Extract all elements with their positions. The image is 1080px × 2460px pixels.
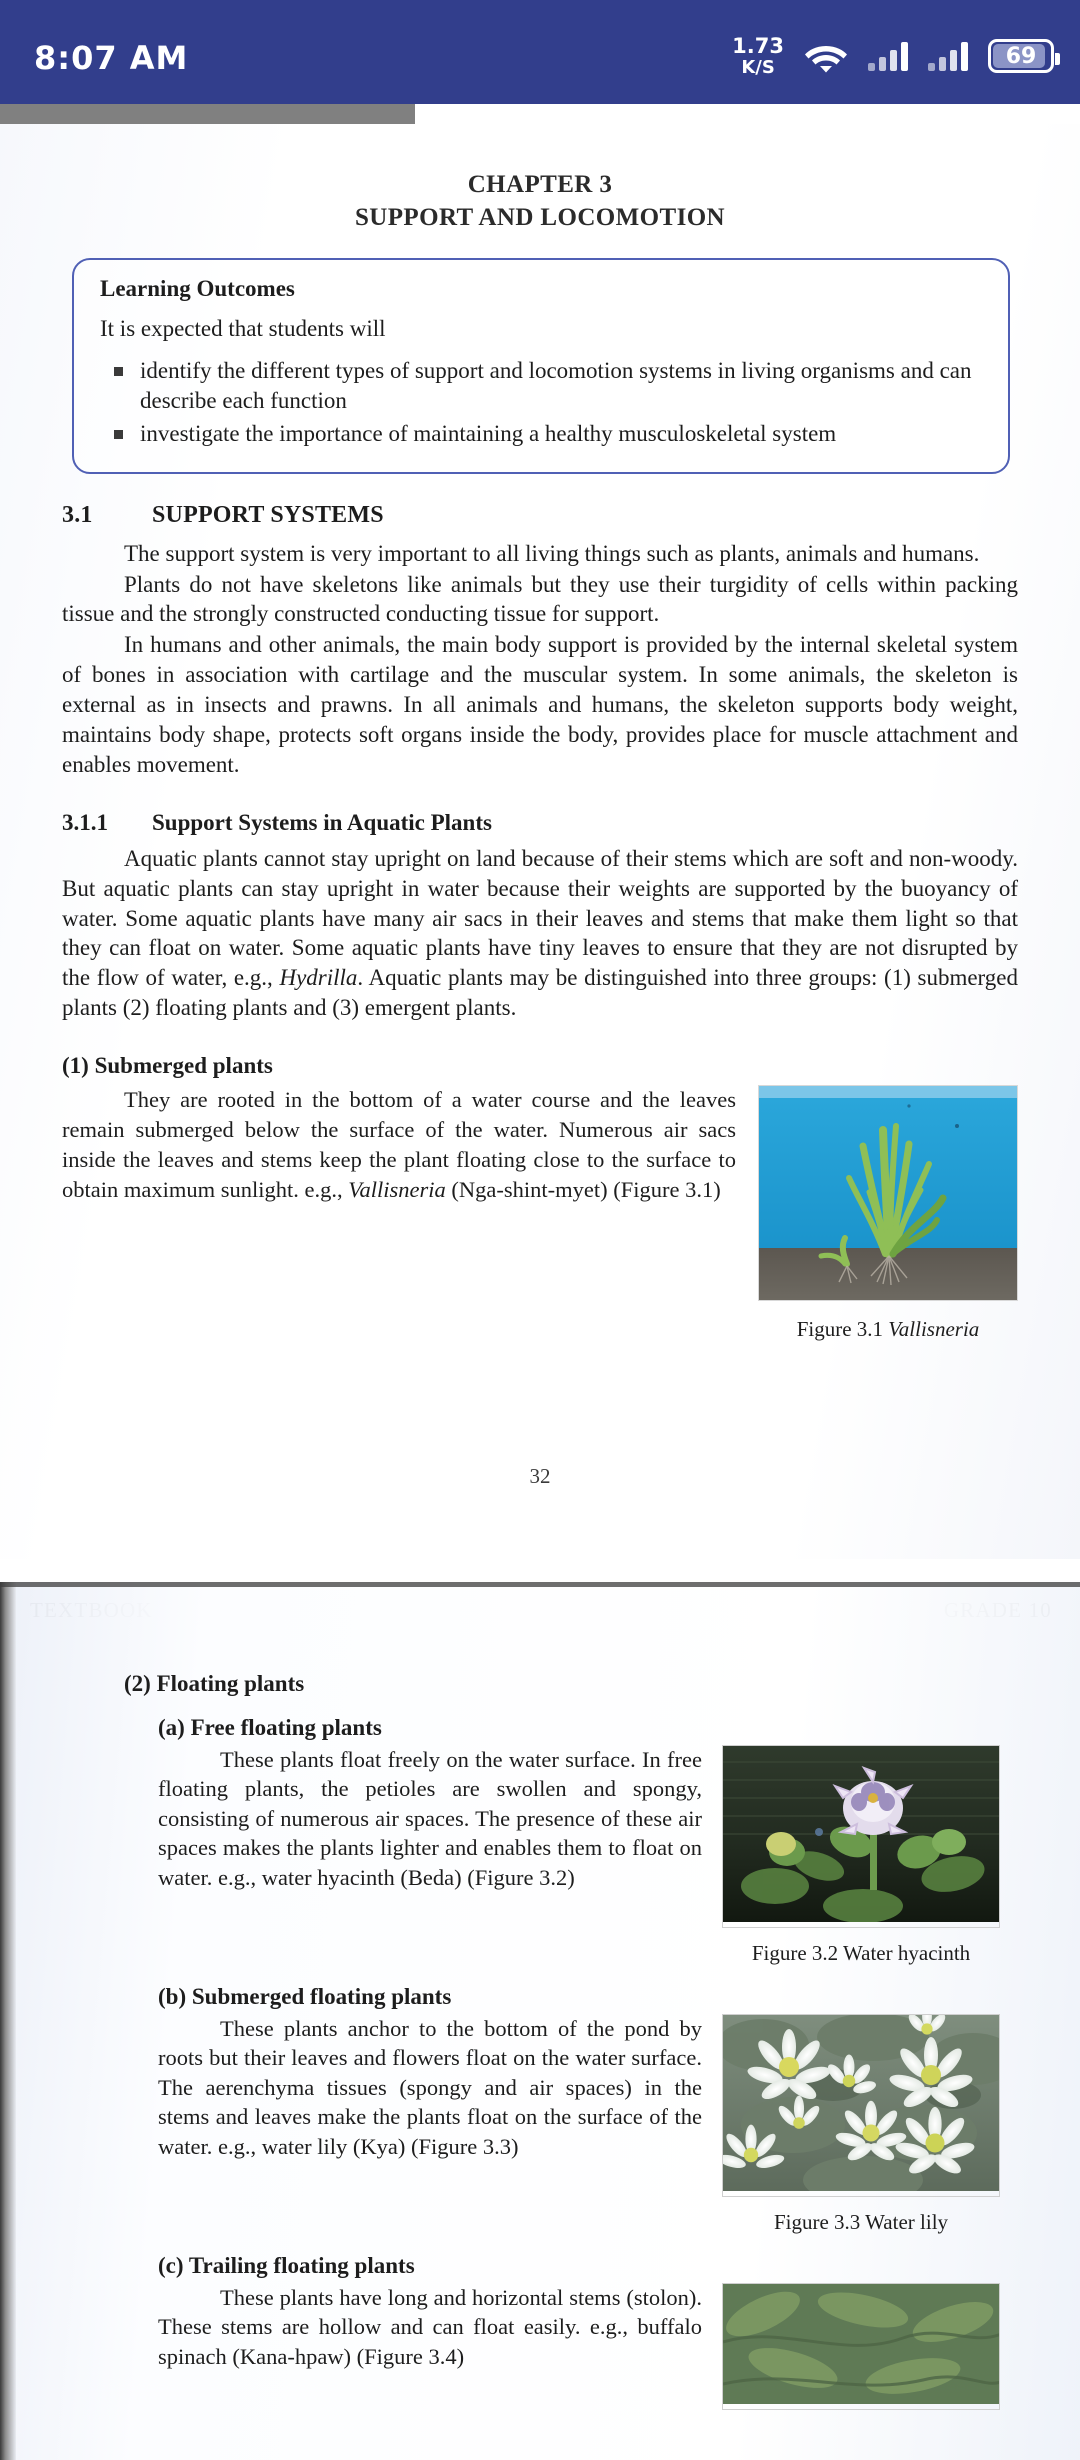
- paragraph-part: (Nga-shint-myet) (Figure 3.1): [445, 1176, 721, 1202]
- trailing-floating-plants-block: [96, 2283, 1000, 2410]
- learning-outcomes-lead: It is expected that students will: [100, 316, 386, 341]
- section-number: 3.1: [62, 501, 93, 528]
- section-heading-3-1-1: [62, 810, 1018, 836]
- scroll-progress-thumb[interactable]: [0, 104, 415, 124]
- submerged-plants-text: [62, 1085, 736, 1206]
- subgroup-heading-trailing-floating-plants: (c) Trailing floating plants: [158, 2253, 415, 2278]
- figure-3-4-image: [722, 2283, 1000, 2410]
- free-floating-plants-text: [96, 1745, 702, 1892]
- figure-3-2-image: [722, 1745, 1000, 1928]
- figure-3-2: [722, 1745, 1000, 1966]
- paragraph-part: Aquatic plants cannot stay upright on land because of their stems which are soft and non-woody. But aquatic plants can stay upright in water because their weights are supported by the buoyancy of water. Some aquatic plants have many air sacs in their leaves and stems that make them light so that they can float on water. Some aquatic plants have tiny leaves to ensure that they are not disrupted by the flow of water, e.g.,: [62, 845, 1018, 991]
- paragraph-part: They are rooted in the bottom of a water course and the leaves remain submerged below the surface of the water. Numerous air sacs inside the leaves and stems keep the plant floating close to the surface to obtain maximum sunlight. e.g.,: [62, 1087, 736, 1202]
- signal-bars-icon: [868, 41, 908, 71]
- status-bar: [0, 0, 1080, 104]
- network-speed-indicator: [732, 33, 784, 78]
- book-page-32[interactable]: [0, 124, 1080, 1559]
- paragraph: These plants float freely on the water surface. In free floating plants, the petioles are swollen and spongy, consisting of numerous air spaces. The presence of these air spaces makes the plants lighter and enables them to float on water. e.g., water hyacinth (Beda) (Figure 3.2): [158, 1747, 702, 1890]
- signal-bars-icon: [928, 41, 968, 71]
- chapter-title-line: SUPPORT AND LOCOMOTION: [355, 204, 725, 231]
- paragraph: Plants do not have skeletons like animals but they use their turgidity of cells within packing tissue and the strongly constructed conducting tissue for support.: [62, 571, 1018, 627]
- figure-3-3-caption: Figure 3.3 Water lily: [773, 2210, 949, 2234]
- free-floating-plants-block: [96, 1745, 1000, 1966]
- network-speed-value: 1.73: [732, 33, 784, 58]
- figure-3-1-caption-species: Vallisneria: [888, 1317, 980, 1342]
- paragraph: These plants have long and horizontal stems (stolon). These stems are hollow and can float easily. e.g., buffalo spinach (Kana-hpaw) (Figure 3.4): [158, 2285, 702, 2369]
- subgroup-heading-free-floating-plants: (a) Free floating plants: [158, 1715, 382, 1740]
- status-bar-indicators: [732, 33, 1054, 78]
- learning-outcomes-title: Learning Outcomes: [100, 276, 295, 301]
- figure-3-2-caption: Figure 3.2 Water hyacinth: [751, 1941, 971, 1965]
- paragraph: The support system is very important to all living things such as plants, animals and humans.: [124, 540, 980, 566]
- submerged-floating-plants-text: [96, 2014, 702, 2161]
- subsection-title: Support Systems in Aquatic Plants: [152, 809, 492, 835]
- page-number: 32: [529, 1464, 551, 1488]
- chapter-heading: [62, 168, 1018, 234]
- paragraph: These plants anchor to the bottom of the pond by roots but their leaves and flowers float on the water surface. The aerenchyma tissues (spongy and air spaces) in the stems and leaves make the plants float on the surface of the water. e.g., water lily (Kya) (Figure 3.3): [158, 2016, 702, 2159]
- paragraph: [62, 844, 1018, 1023]
- species-name-vallisneria: Vallisneria: [348, 1176, 446, 1202]
- battery-icon: [988, 39, 1054, 73]
- scroll-progress-bar[interactable]: [0, 104, 1080, 124]
- battery-level-label: 69: [1005, 43, 1037, 69]
- subsection-number: 3.1.1: [62, 809, 108, 835]
- learning-outcomes-box: [72, 258, 1010, 474]
- learning-outcomes-list: [100, 356, 982, 449]
- figure-3-4: [722, 2283, 1000, 2410]
- status-bar-clock: 8:07 AM: [34, 39, 189, 77]
- figure-3-3-image: [722, 2014, 1000, 2197]
- paragraph: In humans and other animals, the main body support is provided by the internal skeletal system of bones in association with cartilage and the muscular system. In some animals, the skeleton is external as in insects and prawns. In all animals and humans, the skeleton supports body weight, maintains body shape, protects soft organs inside the body, provides place for muscle attachment and enables movement.: [62, 632, 1018, 777]
- figure-3-1-caption: [758, 1317, 1018, 1342]
- figure-3-1: [758, 1085, 1018, 1342]
- list-item: identify the different types of support and locomotion systems in living organisms and can describe each function: [100, 356, 982, 416]
- book-page-33[interactable]: [0, 1582, 1080, 2460]
- group-heading-submerged-plants: (1) Submerged plants: [62, 1053, 273, 1079]
- submerged-plants-block: [62, 1085, 1018, 1342]
- paragraph: [62, 1085, 736, 1205]
- list-item: investigate the importance of maintaining a healthy musculoskeletal system: [100, 419, 982, 449]
- network-speed-unit: K/S: [741, 56, 775, 78]
- submerged-floating-plants-block: [96, 2014, 1000, 2235]
- trailing-floating-plants-text: [96, 2283, 702, 2371]
- figure-3-1-caption-prefix: Figure 3.1: [796, 1317, 889, 1342]
- wifi-icon: [804, 39, 848, 73]
- section-title: SUPPORT SYSTEMS: [152, 501, 384, 528]
- chapter-number-line: CHAPTER 3: [467, 171, 613, 198]
- figure-3-3: [722, 2014, 1000, 2235]
- subgroup-heading-submerged-floating-plants: (b) Submerged floating plants: [158, 1984, 452, 2009]
- page-top-edge: [0, 1582, 1080, 1587]
- section-heading-3-1: [62, 502, 1018, 529]
- species-name-hydrilla: Hydrilla: [279, 965, 358, 991]
- group-heading-floating-plants: (2) Floating plants: [124, 1671, 305, 1696]
- figure-3-1-image: [758, 1085, 1018, 1301]
- paragraph-part: . Aquatic plants may be distinguished into three groups: (1) submerged plants (2) floating plants and (3) emergent plants.: [62, 965, 1019, 1021]
